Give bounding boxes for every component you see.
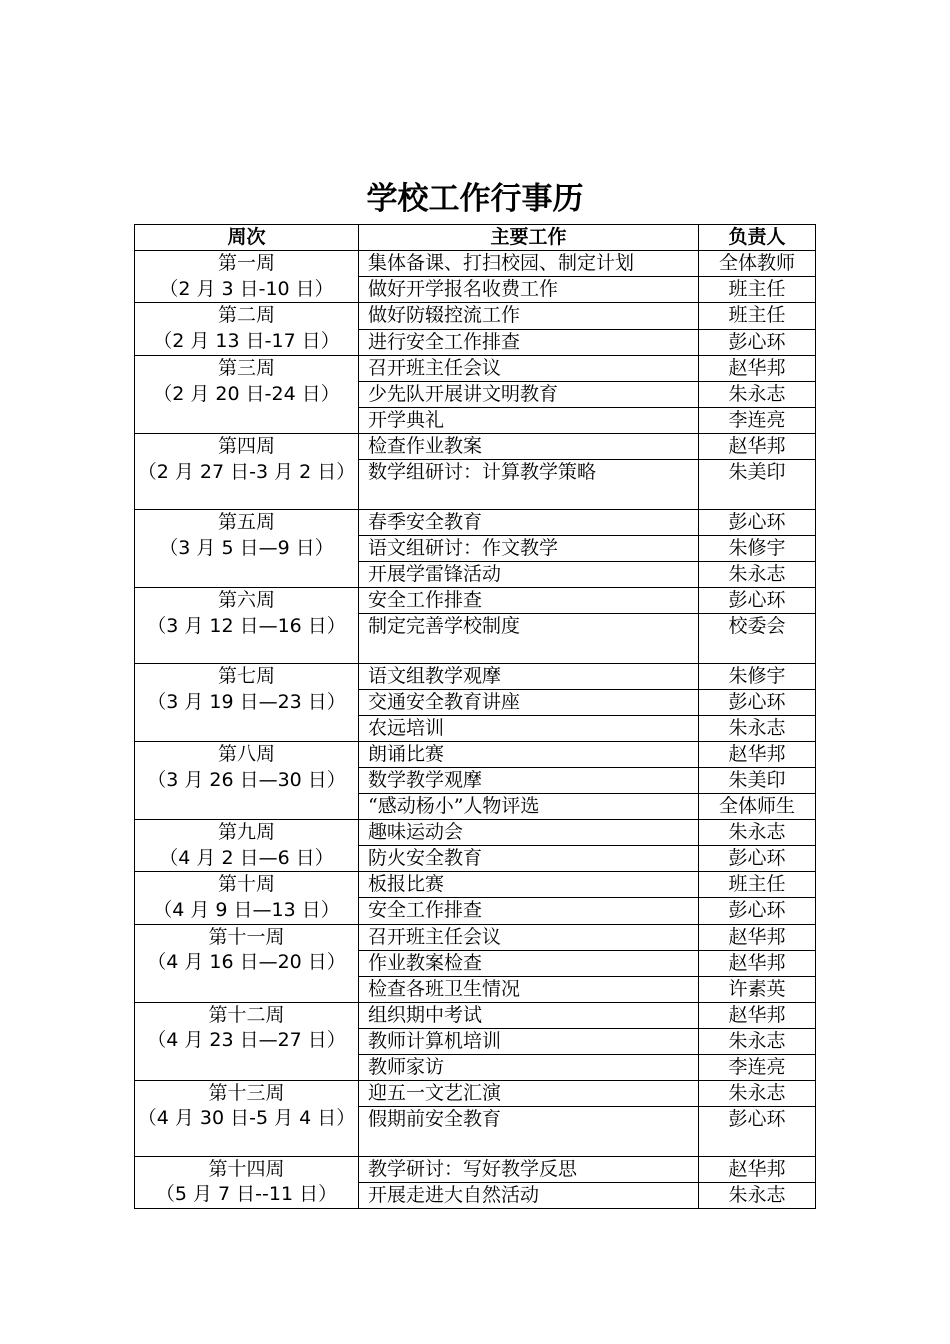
week-label: 第四周 [217,434,275,457]
owner-cell: 赵华邦 [699,950,816,976]
task-cell: 语文组研讨：作文教学 [359,535,699,561]
header-task: 主要工作 [359,225,699,251]
task-cell: 语文组教学观摩 [359,663,699,689]
week-label: 第十三周 [208,1081,285,1104]
owner-cell: 赵华邦 [699,1002,816,1028]
table-row [135,509,816,535]
task-cell: 做好防辍控流工作 [359,303,699,329]
owner-cell: 朱修宇 [699,663,816,689]
table-row [135,819,816,845]
owner-cell: 朱永志 [699,1182,816,1208]
week-cell [135,872,359,924]
owner-cell: 朱永志 [699,1028,816,1054]
owner-cell: 全体师生 [699,793,816,819]
week-label: 第十四周 [208,1157,285,1180]
task-cell: 趣味运动会 [359,819,699,845]
week-dates: （4 月 30 日-5 月 4 日） [137,1107,356,1130]
owner-cell: 彭心环 [699,1106,816,1156]
table-row [135,663,816,689]
task-cell: 开展学雷锋活动 [359,561,699,587]
task-cell: 防火安全教育 [359,846,699,872]
week-label: 第九周 [217,820,275,843]
week-dates: （2 月 20 日-24 日） [153,382,340,405]
task-cell: 教学研讨：写好教学反思 [359,1156,699,1182]
owner-cell: 校委会 [699,613,816,663]
task-cell: 朗诵比赛 [359,741,699,767]
week-label: 第六周 [217,588,275,611]
owner-cell: 朱永志 [699,715,816,741]
owner-cell: 彭心环 [699,329,816,355]
owner-cell: 朱永志 [699,381,816,407]
task-cell: “感动杨小”人物评选 [359,793,699,819]
task-cell: 开学典礼 [359,407,699,433]
week-dates: （2 月 3 日-10 日） [159,277,334,300]
owner-cell: 朱永志 [699,819,816,845]
owner-cell: 彭心环 [699,509,816,535]
week-cell [135,1002,359,1080]
task-cell: 交通安全教育讲座 [359,689,699,715]
week-label: 第一周 [217,252,275,274]
task-cell: 做好开学报名收费工作 [359,277,699,303]
week-cell [135,1156,359,1208]
week-label: 第八周 [217,742,275,765]
week-cell [135,303,359,355]
schedule-table [134,224,816,1209]
owner-cell: 许素英 [699,976,816,1002]
owner-cell: 李连亮 [699,407,816,433]
owner-cell: 班主任 [699,277,816,303]
owner-cell: 彭心环 [699,689,816,715]
task-cell: 板报比赛 [359,872,699,898]
week-label: 第五周 [217,510,275,533]
table-row [135,1156,816,1182]
task-cell: 安全工作排查 [359,587,699,613]
owner-cell: 赵华邦 [699,433,816,459]
week-cell [135,433,359,509]
week-dates: （4 月 9 日—13 日） [153,898,340,921]
task-cell: 少先队开展讲文明教育 [359,381,699,407]
owner-cell: 彭心环 [699,898,816,924]
task-cell: 迎五一文艺汇演 [359,1080,699,1106]
owner-cell: 赵华邦 [699,1156,816,1182]
owner-cell: 班主任 [699,872,816,898]
header-week: 周次 [135,225,359,251]
week-dates: （3 月 26 日—30 日） [147,768,346,791]
week-label: 第十二周 [208,1003,285,1026]
owner-cell: 彭心环 [699,846,816,872]
week-cell [135,924,359,1002]
week-dates: （3 月 12 日—16 日） [147,614,346,637]
week-label: 第二周 [217,304,275,327]
table-row [135,872,816,898]
task-cell: 召开班主任会议 [359,355,699,381]
task-cell: 组织期中考试 [359,1002,699,1028]
table-header-row [135,225,816,251]
task-cell: 教师计算机培训 [359,1028,699,1054]
task-cell: 制定完善学校制度 [359,613,699,663]
week-dates: （2 月 13 日-17 日） [153,330,340,353]
week-dates: （2 月 27 日-3 月 2 日） [137,460,356,483]
table-row [135,433,816,459]
table-row [135,251,816,277]
week-label: 第十周 [217,873,275,896]
table-row [135,1080,816,1106]
week-dates: （4 月 2 日—6 日） [159,846,334,869]
task-cell: 检查各班卫生情况 [359,976,699,1002]
task-cell: 假期前安全教育 [359,1106,699,1156]
task-cell: 数学组研讨：计算教学策略 [359,459,699,509]
table-row [135,355,816,381]
owner-cell: 朱美印 [699,767,816,793]
week-cell [135,741,359,819]
week-label: 第三周 [217,356,275,379]
task-cell: 春季安全教育 [359,509,699,535]
week-dates: （3 月 19 日—23 日） [147,690,346,713]
task-cell: 检查作业教案 [359,433,699,459]
week-cell [135,251,359,303]
owner-cell: 全体教师 [699,251,816,277]
table-row [135,587,816,613]
owner-cell: 彭心环 [699,587,816,613]
task-cell: 集体备课、打扫校园、制定计划 [359,251,699,277]
table-row [135,924,816,950]
owner-cell: 班主任 [699,303,816,329]
table-row [135,303,816,329]
owner-cell: 赵华邦 [699,924,816,950]
header-owner: 负责人 [699,225,816,251]
page-title: 学校工作行事历 [366,181,584,217]
task-cell: 开展走进大自然活动 [359,1182,699,1208]
week-dates: （4 月 23 日—27 日） [147,1029,346,1052]
task-cell: 安全工作排查 [359,898,699,924]
owner-cell: 朱永志 [699,1080,816,1106]
schedule-body [135,251,816,1209]
week-cell [135,663,359,741]
owner-cell: 李连亮 [699,1054,816,1080]
table-row [135,741,816,767]
week-label: 第七周 [217,664,275,687]
week-cell [135,819,359,871]
week-cell [135,587,359,663]
week-cell [135,509,359,587]
task-cell: 教师家访 [359,1054,699,1080]
owner-cell: 赵华邦 [699,355,816,381]
owner-cell: 朱美印 [699,459,816,509]
task-cell: 进行安全工作排查 [359,329,699,355]
week-dates: （3 月 5 日—9 日） [159,536,334,559]
week-cell [135,355,359,433]
owner-cell: 赵华邦 [699,741,816,767]
week-dates: （4 月 16 日—20 日） [147,951,346,974]
task-cell: 召开班主任会议 [359,924,699,950]
week-cell [135,1080,359,1156]
task-cell: 农远培训 [359,715,699,741]
week-label: 第十一周 [208,925,285,948]
owner-cell: 朱修宇 [699,535,816,561]
task-cell: 数学教学观摩 [359,767,699,793]
owner-cell: 朱永志 [699,561,816,587]
table-row [135,1002,816,1028]
task-cell: 作业教案检查 [359,950,699,976]
week-dates: （5 月 7 日--11 日） [155,1183,338,1206]
